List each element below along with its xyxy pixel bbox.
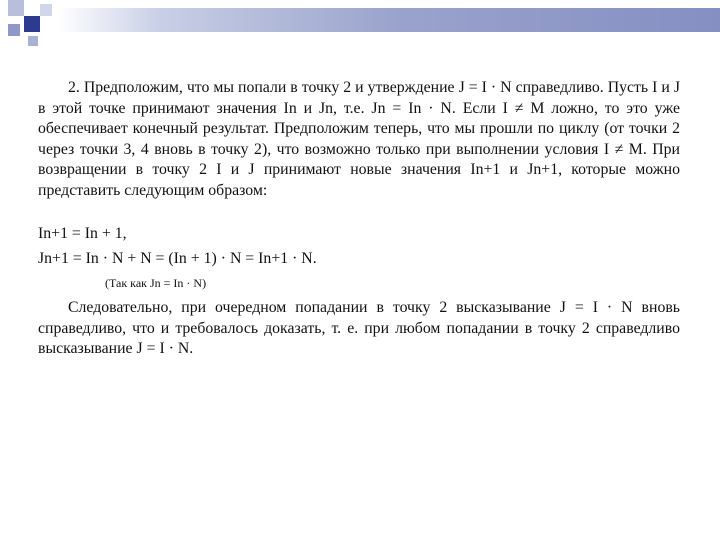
formula-note: (Так как Jn = In · N) [105, 276, 207, 290]
header-gradient-bar [0, 8, 720, 32]
proof-paragraph-1: 2. Предположим, что мы попали в точку 2 и утверждение J = I · N справедливо. Пусть I и J в этой точке принимают значения In и Jn, т.е. Jn = In · N. Если I ≠ M ложно, то это уже обеспечивает конечный результат. Предположим теперь, что мы прошли по циклу (от точки 2 через точки 3, 4 вновь в точку 2), что возможно только при выполнении условия I ≠ M. При возвращении в точку 2 I и J принимают новые значения In+1 и Jn+1, которые можно представить следующим образом: [38, 79, 680, 199]
document-body [38, 78, 680, 202]
formula-j-next: Jn+1 = In · N + N = (In + 1) · N = In+1 · N. [38, 250, 317, 267]
decor-square [28, 36, 38, 46]
decor-square [24, 16, 40, 32]
decor-square [8, 0, 24, 16]
formula-i-next: In+1 = In + 1, [38, 225, 127, 242]
decor-square [40, 4, 52, 16]
decor-square [8, 24, 20, 36]
proof-paragraph-2: Следовательно, при очередном попадании в точку 2 высказывание J = I · N вновь справедливо, что и требовалось доказать, т. е. при любом попадании в точку 2 справедливо высказывание J = I · N. [38, 299, 681, 358]
